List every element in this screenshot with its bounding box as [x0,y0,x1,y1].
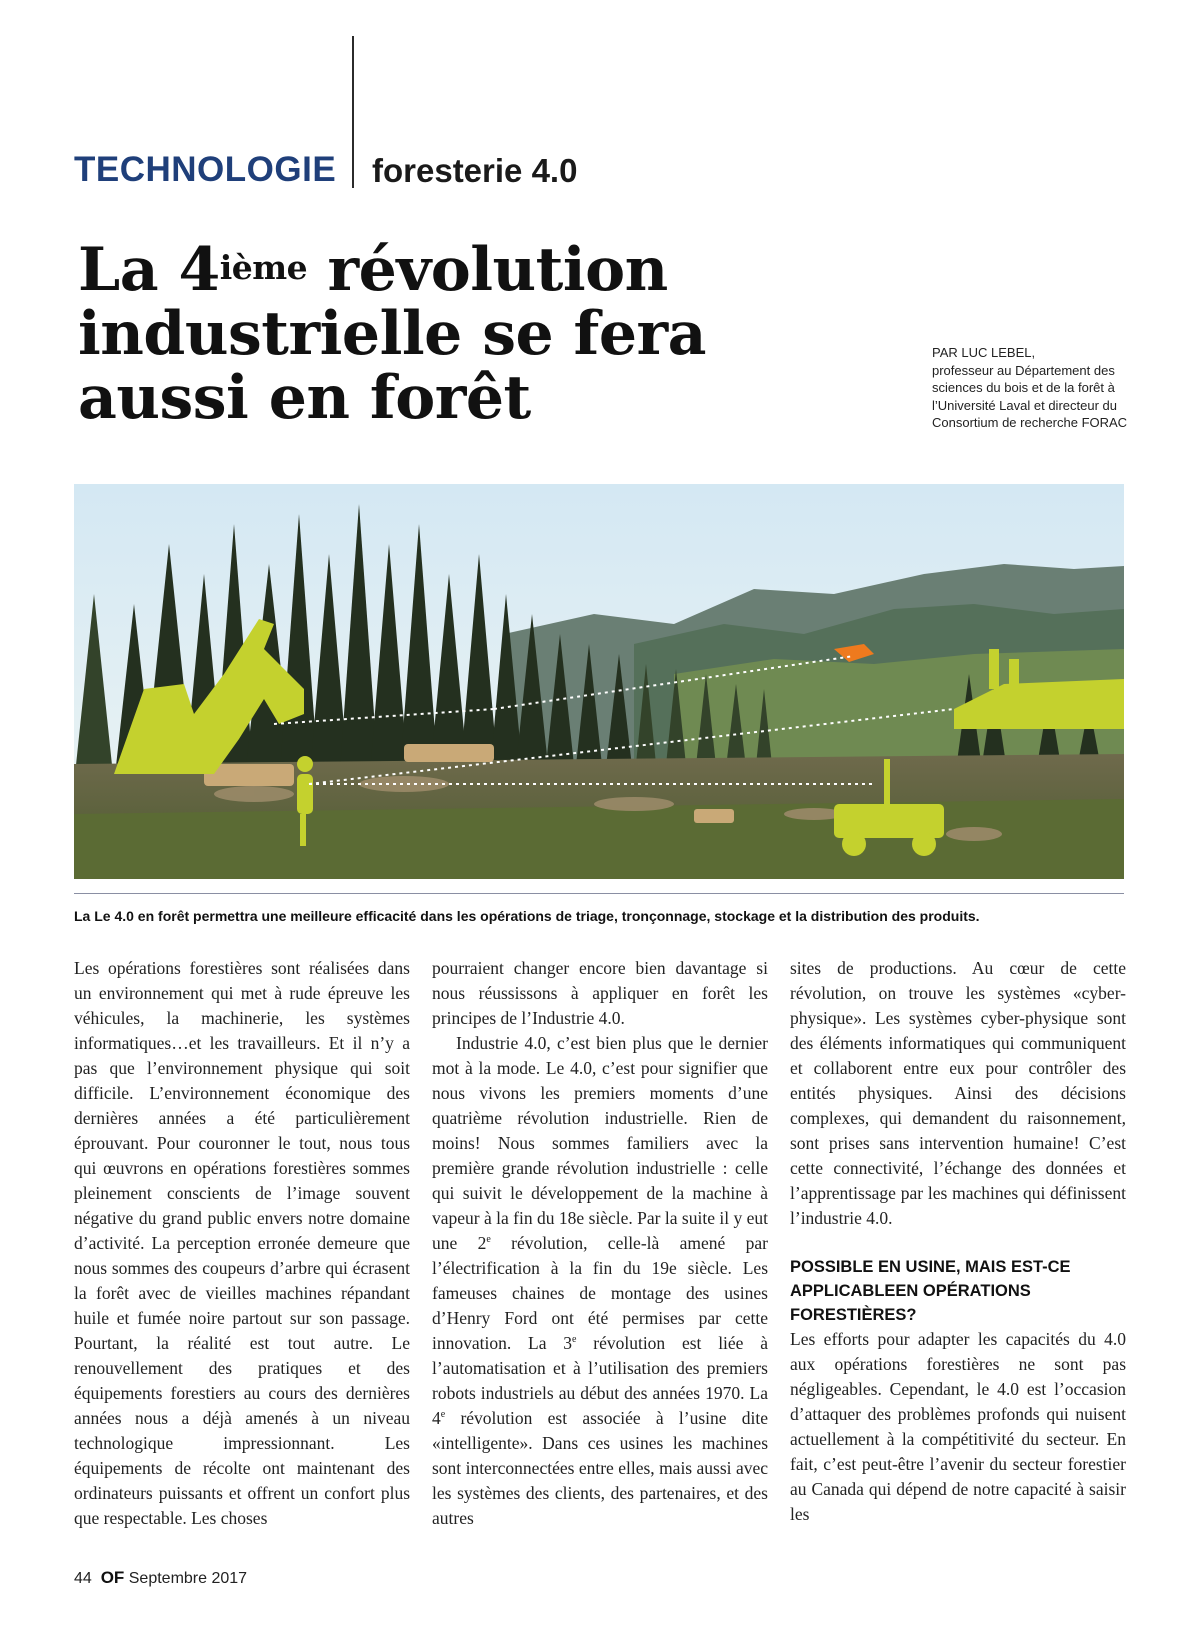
byline-author: PAR LUC LEBEL, [932,345,1036,360]
feature-photo [74,484,1124,879]
header-divider [352,36,354,188]
article-headline [78,235,838,433]
article-column-1 [74,956,410,1531]
col2-paragraph-1: pourraient changer encore bien davantage si nous réussissons à appliquer en forêt les principes de l’Industrie 4.0. [432,958,768,1028]
col2-text-a: Industrie 4.0, c’est bien plus que le dernier mot à la mode. Le 4.0, c’est pour signifier que nous vivons les premiers moments d’une quatrième révolution industrielle. Rien de moins! Nous sommes familiers avec la première grande révolution industrielle : celle qui suivit le développement de la machine à vapeur à la fin du 18e siècle. Par la suite il y eut une 2 [432,1033,768,1253]
col2-superscript-2: e [572,1334,577,1346]
article-column-3 [790,956,1126,1527]
section-label: TECHNOLOGIE [74,150,337,189]
page-footer [74,1568,247,1588]
col1-paragraph: Les opérations forestières sont réalisées dans un environnement qui met à rude épreuve les véhicules, la machinerie, les systèmes informatiques…et les travailleurs. Et il n’y a pas que l’environnement physique qui soit difficile. L’environnement économique des dernières années a été particulièrement éprouvant. Pour couronner le tout, nous tous qui œuvrons en opérations forestières sommes pleinement conscients de l’image souvent négative du grand public envers notre domaine d’activité. La perception erronée demeure que nous sommes des coupeurs d’arbre qui écrasent la forêt avec de vieilles machines répandant huile et fumée noire partout sur son passage. Pourtant, la réalité est tout autre. Le renouvellement des pratiques et des équipements forestiers au cours des dernières années nous a déjà amenés à un niveau technologique impressionnant. Les équipements de récolte ont maintenant des ordinateurs puissants et offrent un confort plus que respectable. Les choses [74,958,410,1528]
author-byline [932,344,1132,432]
col3-paragraph-1: sites de productions. Au cœur de cette révolution, on trouve les systèmes «cyber-physique». Les systèmes cyber-physique sont des éléments informatiques qui communiquent et collaborent entre eux pour contrôler des entités physiques. Ainsi des décisions complexes, qui demandent du raisonnement, sont prises sans intervention humaine! C’est cette connectivité, l’échange des données et l’apprentissage par les machines qui définissent l’industrie 4.0. [790,958,1126,1228]
col2-text-d: révolution est associée à l’usine dite «intelligente». Dans ces usines les machines sont interconnectées entre elles, mais aussi avec les systèmes des clients, des partenaires, et des autres [432,1408,768,1528]
headline-part2: révolution industrielle se fera aussi en forêt [78,235,707,433]
issue-date: Septembre 2017 [128,1570,248,1587]
headline-part1: La 4 [78,235,220,305]
col2-paragraph-2 [432,1031,768,1531]
headline-superscript: ième [219,248,308,287]
col2-superscript-1: e [486,1234,491,1246]
article-column-2 [432,956,768,1531]
col2-text-c: révolution est liée à l’automatisation et à l’utilisation des premiers robots industriels au début des années 1970. La 4 [432,1333,769,1428]
byline-role: professeur au Département des sciences du bois et de la forêt à l’Université Laval et directeur du Consortium de recherche FORAC [932,362,1128,430]
magazine-name: OF [100,1568,125,1587]
photo-caption: La Le 4.0 en forêt permettra une meilleure efficacité dans les opérations de triage, tronçonnage, stockage et la distribution des produits. [74,908,980,924]
col3-paragraph-2: Les efforts pour adapter les capacités du 4.0 aux opérations forestières ne sont pas négligeables. Cependant, le 4.0 est l’occasion d’attaquer des problèmes profonds qui nuisent actuellement à la compétitivité du secteur. En fait, c’est peut-être l’avenir du secteur forestier au Canada qui dépend de notre capacité à saisir les [790,1329,1126,1524]
col3-subheading: POSSIBLE EN USINE, MAIS EST-CE APPLICABLEEN OPÉRATIONS FORESTIÈRES? [790,1258,1071,1324]
col2-superscript-3: e [440,1409,446,1421]
col2-text-b: révolution, celle-là amené par l’électrification à la fin du 19e siècle. Les fameuses chaines de montage des usines d’Henry Ford ont été permises par cette innovation. La 3 [432,1233,768,1353]
page-number: 44 [74,1570,92,1587]
caption-rule [74,893,1124,894]
subsection-label: foresterie 4.0 [372,152,578,189]
